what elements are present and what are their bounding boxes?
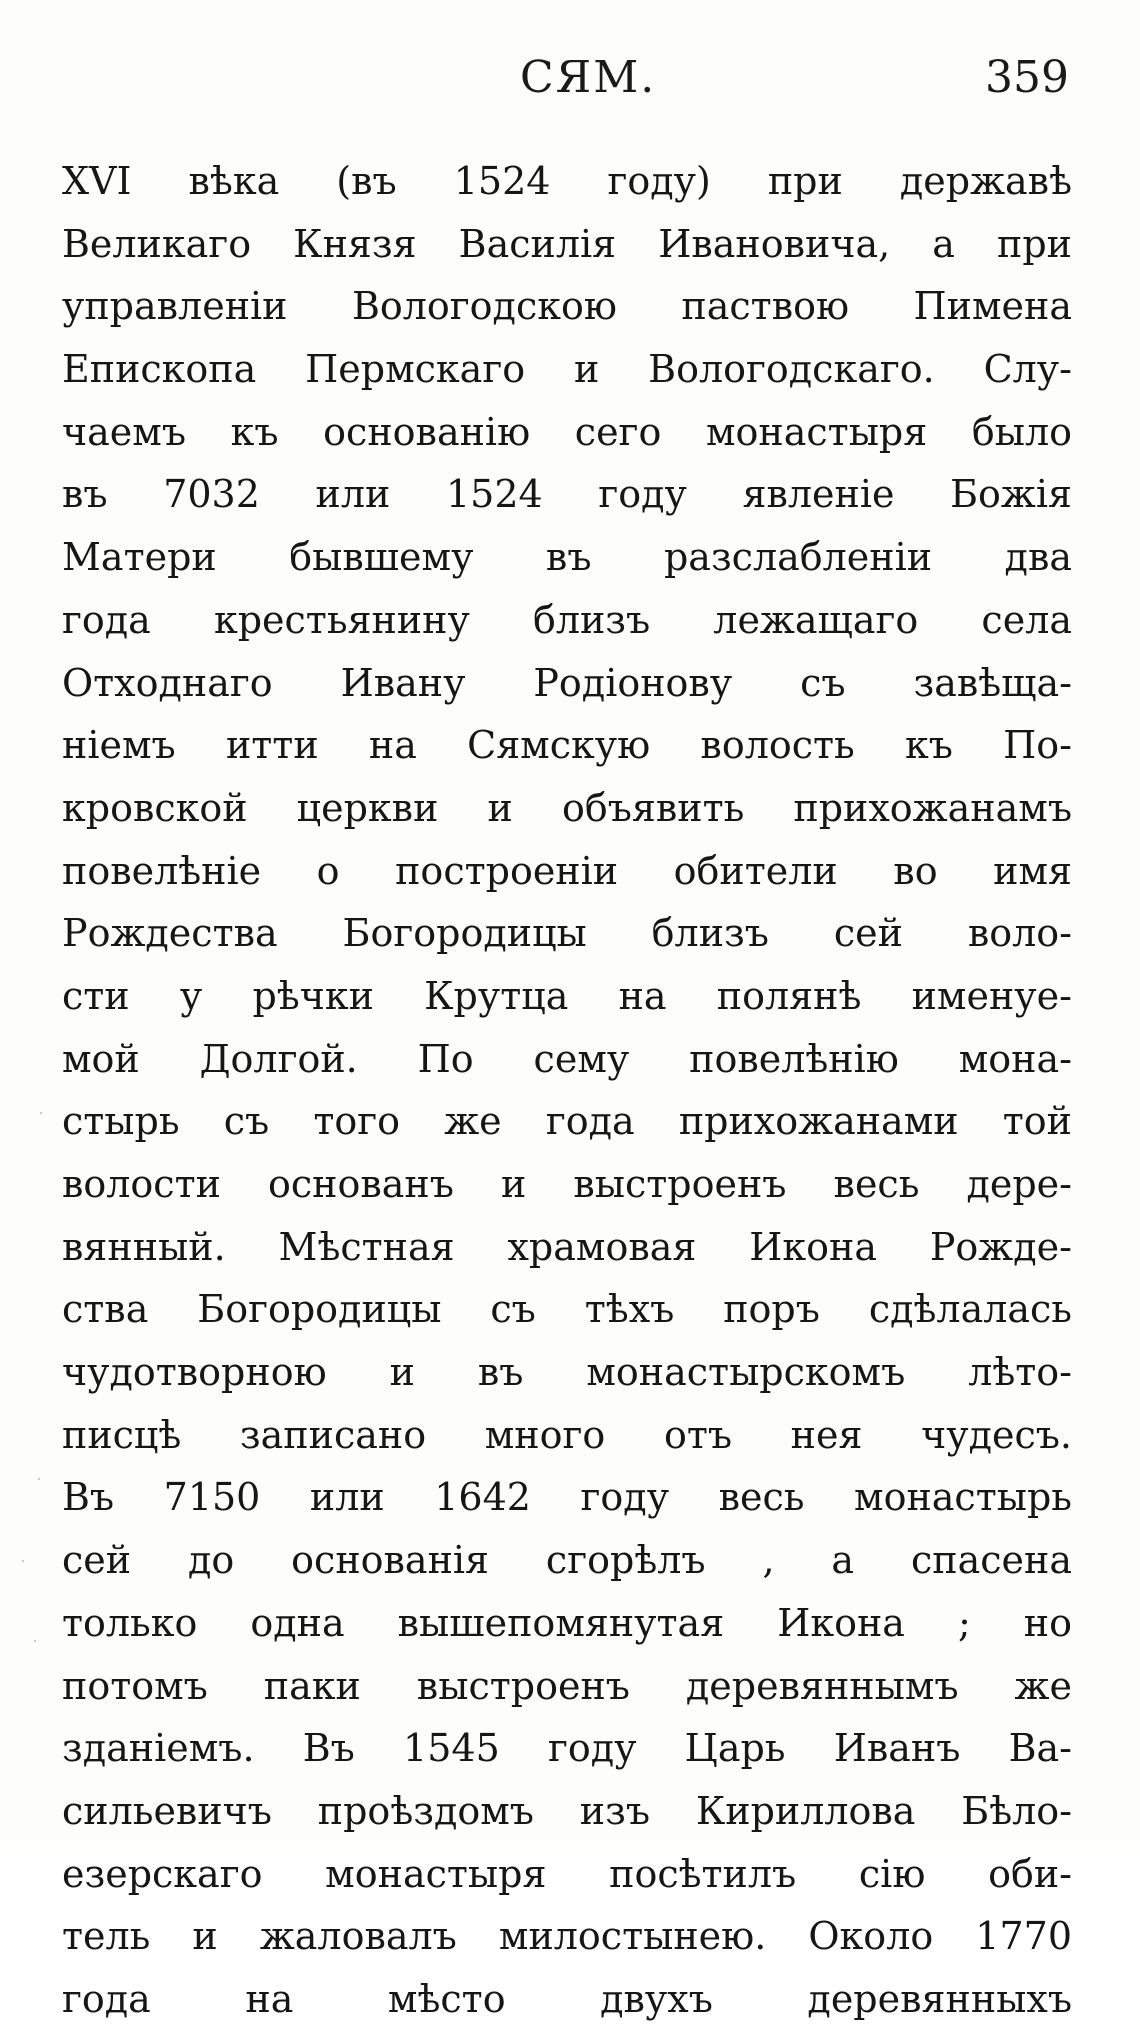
- text-line: писцѣ записано много отъ нея чудесъ.: [62, 1412, 1072, 1457]
- text-line: Великаго Князя Василія Ивановича, а при: [62, 221, 1072, 266]
- print-speck: [40, 1112, 42, 1114]
- text-line: зданіемъ. Въ 1545 году Царь Иванъ Ва-: [62, 1726, 1072, 1771]
- text-line: кровской церкви и объявить прихожанамъ: [62, 785, 1072, 830]
- text-line: вянный. Мѣстная храмовая Икона Рожде-: [62, 1224, 1072, 1269]
- text-line: тель и жаловалъ милостынею. Около 1770: [62, 1914, 1072, 1959]
- text-line: года на мѣсто двухъ деревянныхъ: [62, 1976, 1072, 2021]
- text-line: въ 7032 или 1524 году явленіе Божія: [62, 472, 1072, 517]
- text-line: управленіи Вологодскою паствою Пимена: [62, 284, 1072, 329]
- text-line: Епископа Пермскаго и Вологодскаго. Слу-: [62, 347, 1072, 392]
- text-line: потомъ паки выстроенъ деревяннымъ же: [62, 1663, 1072, 1708]
- text-line: ства Богородицы съ тѣхъ поръ сдѣлалась: [62, 1287, 1072, 1332]
- text-line: ніемъ итти на Сямскую волость къ По-: [62, 723, 1072, 768]
- text-line: Матери бывшему въ разслабленіи два: [62, 535, 1072, 580]
- page-number: 359: [985, 52, 1069, 103]
- running-title: СЯМ.: [520, 52, 657, 103]
- text-line: года крестьянину близъ лежащаго села: [62, 597, 1072, 642]
- text-line: Рождества Богородицы близъ сей воло-: [62, 911, 1072, 956]
- text-line: сти у рѣчки Крутца на полянѣ именуе-: [62, 973, 1072, 1018]
- text-line: чаемъ къ основанію сего монастыря было: [62, 409, 1072, 454]
- running-head: [0, 40, 1140, 110]
- print-speck: [38, 1478, 40, 1480]
- print-speck: [34, 1640, 36, 1642]
- text-line: только одна вышепомянутая Икона ; но: [62, 1600, 1072, 1645]
- text-line: волости основанъ и выстроенъ весь дере-: [62, 1162, 1072, 1206]
- text-line: повелѣніе о построеніи обители во имя: [62, 848, 1072, 893]
- text-line: Отходнаго Ивану Родіонову съ завѣща-: [62, 660, 1072, 705]
- body-text: [62, 150, 1072, 2031]
- text-line: мой Долгой. По сему повелѣнію мона-: [62, 1036, 1072, 1081]
- text-line: сей до основанія сгорѣлъ , а спасена: [62, 1538, 1072, 1583]
- text-line: чудотворною и въ монастырскомъ лѣто-: [62, 1350, 1072, 1395]
- print-speck: [22, 1560, 24, 1562]
- text-line: стырь съ того же года прихожанами той: [62, 1099, 1072, 1144]
- text-line: сильевичъ проѣздомъ изъ Кириллова Бѣло-: [62, 1788, 1072, 1833]
- text-line: XVI вѣка (въ 1524 году) при державѣ: [62, 159, 1072, 203]
- text-line: Въ 7150 или 1642 году весь монастырь: [62, 1475, 1072, 1520]
- text-line: езерскаго монастыря посѣтилъ сію оби-: [62, 1851, 1072, 1896]
